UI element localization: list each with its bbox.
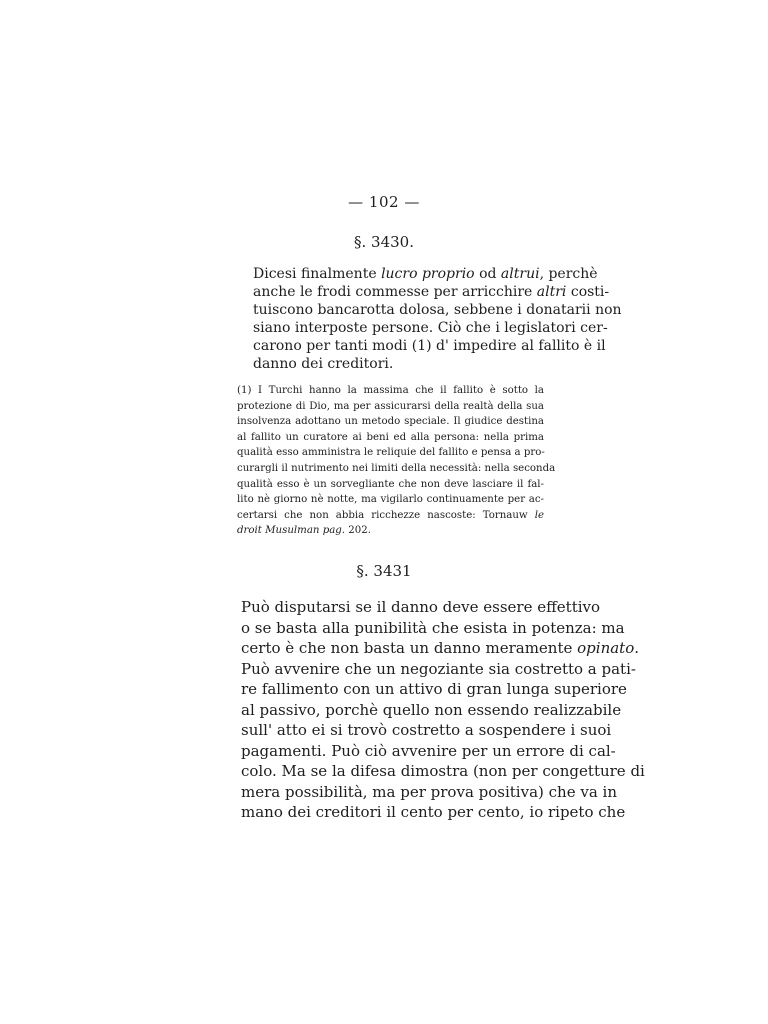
section-3431-text: colo. Ma se la difesa dimostra (non per congetture di xyxy=(241,762,645,780)
footnote-line xyxy=(237,446,544,459)
footnote-text: 202. xyxy=(345,525,371,537)
section-3431-line xyxy=(241,700,622,720)
section-3431-text: opinato xyxy=(577,639,635,657)
footnote-text: curargli il nutrimento nei limiti della necessità: nella seconda xyxy=(237,463,556,474)
section-3430-text: tuiscono bancarotta dolosa, sebbene i donatarii non xyxy=(253,302,622,318)
section-3431-text: al passivo, porchè quello non essendo realizzabile xyxy=(241,700,622,719)
section-3431-line xyxy=(241,659,636,679)
footnote-line xyxy=(237,400,544,413)
section-3430-text: altri xyxy=(536,284,567,300)
section-3430-line xyxy=(253,355,541,373)
footnote-line xyxy=(237,493,544,506)
section-3431-line xyxy=(241,761,645,781)
section-3431-line xyxy=(241,802,626,822)
section-3430-text: siano interposte persone. Ciò che i legislatori cer- xyxy=(253,320,608,336)
section-3431-line xyxy=(241,741,616,761)
section-3430-line xyxy=(253,283,610,301)
footnote-text: qualità esso amministra le reliquie del fallito e pensa a pro- xyxy=(237,447,545,459)
section-heading-3430: §. 3430. xyxy=(354,233,414,251)
section-3430-line xyxy=(253,319,608,337)
footnote-line xyxy=(237,509,544,522)
section-3431-text: Può avvenire che un negoziante sia costretto a pati- xyxy=(241,659,636,678)
section-3430-text: carono per tanti modi (1) d' impedire al fallito è il xyxy=(253,338,606,354)
section-3430-text: altrui xyxy=(500,266,540,282)
section-3431-text: sull' atto ei si trovò costretto a sospendere i suoi xyxy=(241,721,612,739)
page-number: — 102 — xyxy=(348,193,420,211)
footnote-line xyxy=(237,415,544,428)
footnote-line xyxy=(237,524,544,537)
section-3430-line xyxy=(253,337,606,355)
footnote-line xyxy=(237,478,544,491)
section-3430-text: , perchè xyxy=(539,266,598,282)
footnote-text: lito nè giorno nè notte, ma vigilarlo continuamente per ac- xyxy=(237,494,544,506)
section-3430-text: Dicesi finalmente xyxy=(253,266,382,282)
section-3430-text: costi- xyxy=(566,284,610,300)
section-3431-line xyxy=(241,597,601,617)
section-3431-line xyxy=(241,618,625,638)
section-3431-line xyxy=(241,720,612,740)
section-3430-text: lucro proprio xyxy=(381,266,475,282)
footnote-text: (1) I Turchi hanno la massima che il fallito è sotto la xyxy=(237,385,544,396)
section-3431-text: mano dei creditori il cento per cento, io ripeto che xyxy=(241,803,626,821)
section-3431-text: certo è che non basta un danno meramente xyxy=(241,639,578,657)
footnote-line xyxy=(237,431,544,444)
footnote-text: droit Musulman pag. xyxy=(237,525,346,537)
footnote-text: al fallito un curatore ai beni ed alla persona: nella prima xyxy=(237,431,544,443)
section-3431-text: o se basta alla punibilità che esista in potenza: ma xyxy=(241,618,625,637)
section-3431-text: mera possibilità, ma per prova positiva) che va in xyxy=(241,782,617,801)
footnote-line xyxy=(237,462,556,475)
section-3430-text: od xyxy=(474,266,501,282)
section-3431-line xyxy=(241,782,617,802)
section-3431-text: . xyxy=(634,639,640,657)
section-3430-line xyxy=(253,265,598,283)
section-3430-text: danno dei creditori. xyxy=(253,356,394,372)
section-3430-line xyxy=(253,301,622,319)
footnote-line xyxy=(237,384,544,397)
footnote-text: insolvenza adottano un metodo speciale. Il giudice destina xyxy=(237,416,544,428)
section-heading-3431: §. 3431 xyxy=(356,562,412,580)
section-3431-text: pagamenti. Può ciò avvenire per un errore di cal- xyxy=(241,741,616,760)
footnote-text: certarsi che non abbia ricchezze nascoste: Tornauw xyxy=(237,509,535,521)
section-3431-text: re fallimento con un attivo di gran lunga superiore xyxy=(241,680,627,698)
section-3431-text: Può disputarsi se il danno deve essere effettivo xyxy=(241,598,601,616)
section-3430-text: anche le frodi commesse per arricchire xyxy=(253,284,537,300)
footnote-text: protezione di Dio, ma per assicurarsi della realtà della sua xyxy=(237,400,544,412)
section-3431-line xyxy=(241,638,640,658)
footnote-text: qualità esso è un sorvegliante che non deve lasciare il fal- xyxy=(237,478,544,490)
section-3431-line xyxy=(241,679,627,699)
footnote-text: le xyxy=(534,509,544,521)
